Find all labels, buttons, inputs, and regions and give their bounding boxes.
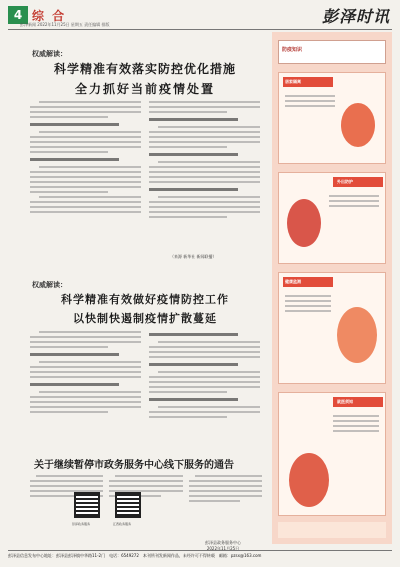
article1-byline: （来源 新华社 新闻联播）	[170, 254, 217, 259]
card-title: 就医须知	[337, 399, 353, 404]
article3-sign-org: 彭泽县政务服务中心	[205, 540, 241, 545]
qr2-caption: 江西政务服务	[113, 522, 132, 526]
article3-sign-date: 2022年11月25日	[206, 546, 240, 551]
article1-title-line2: 全力抓好当前疫情处置	[74, 82, 215, 96]
article2-column	[149, 328, 260, 448]
sidebar-card	[278, 72, 386, 164]
sidebar-card	[278, 392, 386, 516]
figure-illustration-icon	[337, 307, 377, 363]
page-footer: 彭泽县信息发布中心地址：彭泽县彭泽镇中华路11-2门 电话：6549272 本刊所刊发新闻作品，未经许可不得转载 邮箱：pzsx@163.com	[8, 553, 262, 558]
bottom-rule	[8, 550, 392, 551]
article1-body	[30, 98, 260, 258]
sidebar-card	[278, 172, 386, 264]
card-title: 健康监测	[285, 279, 301, 284]
figure-illustration-icon	[341, 103, 375, 147]
article1-kicker: 权威解读：	[32, 50, 67, 58]
article1-column	[30, 98, 141, 258]
top-rule	[8, 29, 392, 30]
article2-title-line1: 科学精准有效做好疫情防控工作	[61, 293, 229, 306]
figure-illustration-icon	[287, 199, 321, 247]
page-header	[0, 0, 400, 30]
article1-title-line1: 科学精准有效落实防控优化措施	[53, 62, 236, 76]
newspaper-brand: 彭泽时讯	[321, 7, 390, 26]
page-number: 4	[8, 6, 28, 24]
sidebar-heading: 防疫知识	[282, 47, 303, 53]
article2-title-line2: 以快制快遏制疫情扩散蔓延	[73, 312, 217, 325]
date-line: 彭泽新闻 2022年11月25日 星期五 责任编辑 排版	[20, 22, 110, 27]
section-label: 综 合	[32, 9, 67, 23]
article2-column	[30, 328, 141, 448]
article2-kicker: 权威解读：	[32, 281, 67, 289]
article1-column	[149, 98, 260, 258]
article2-body	[30, 328, 260, 448]
figure-illustration-icon	[289, 453, 329, 507]
article3-column	[189, 472, 262, 542]
qr-code-icon	[74, 492, 100, 518]
card-title: 居家隔离	[285, 79, 301, 84]
article3-title: 关于继续暂停市政务服务中心线下服务的通告	[34, 460, 234, 471]
article3-body	[30, 472, 262, 542]
sidebar-infographic	[272, 32, 392, 544]
sidebar-footer	[278, 522, 386, 538]
qr1-caption: 彭泽政务服务	[72, 522, 91, 526]
article2-title	[40, 291, 250, 326]
article1-title	[40, 60, 250, 97]
sidebar-card	[278, 272, 386, 384]
qr-code-icon	[115, 492, 141, 518]
card-title: 外出防护	[337, 179, 353, 184]
